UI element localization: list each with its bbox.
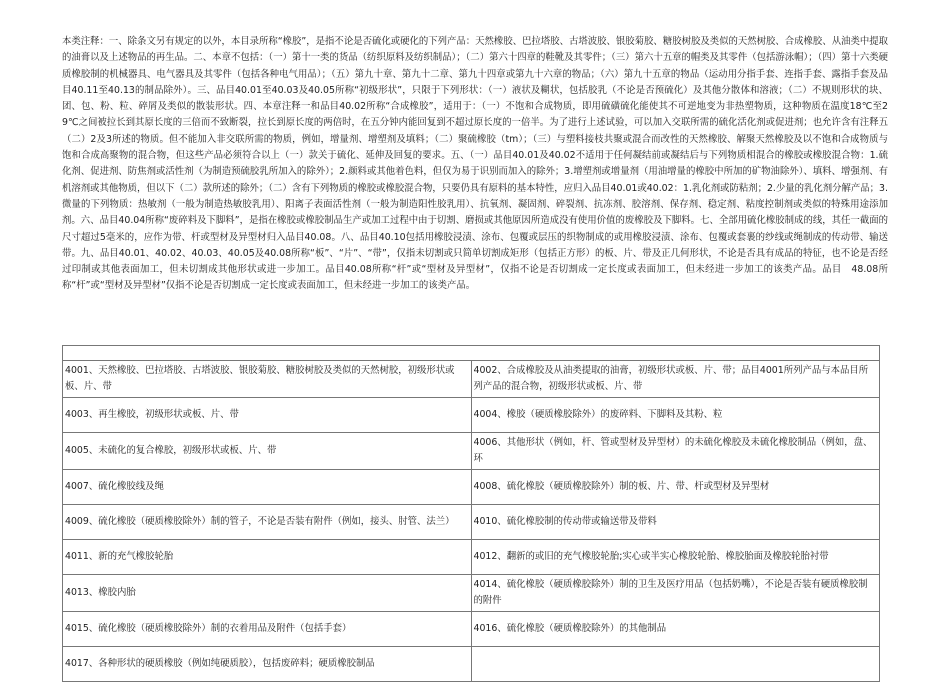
heading-cell: 4011、新的充气橡胶轮胎: [63, 540, 472, 575]
heading-cell: 4002、合成橡胶及从油类提取的油膏，初级形状或板、片、带；品目4001所列产品与本品目所列产品的混合物，初级形状或板、片、带: [471, 361, 880, 398]
heading-cell: [471, 647, 880, 682]
heading-cell: 4004、橡胶（硬质橡胶除外）的废碎料、下脚料及其粉、粒: [471, 398, 880, 433]
table-spacer-row: [63, 346, 880, 361]
heading-cell: 4012、翻新的或旧的充气橡胶轮胎;实心或半实心橡胶轮胎、橡胶胎面及橡胶轮胎衬带: [471, 540, 880, 575]
heading-cell: 4017、各种形状的硬质橡胶（例如纯硬质胶），包括废碎料；硬质橡胶制品: [63, 647, 472, 682]
heading-cell: 4003、再生橡胶，初级形状或板、片、带: [63, 398, 472, 433]
chapter-notes: 本类注释：一、除条文另有规定的以外，本目录所称“橡胶”，是指不论是否硫化或硬化的下列产品：天然橡胶、巴拉塔胶、古塔波胶、银胶菊胶、糖胶树胶及类似的天然树胶、合成橡胶、从油类中提取的油膏以及上述物品的再生品。二、本章不包括：（一）第十一类的货品（纺织原料及纺织制品）；（二）第六十四章的鞋靴及其零件；（三）第六十五章的帽类及其零件（包括游泳帽）；（四）第十六类硬质橡胶制的机械器具、电气器具及其零件（包括各种电气用品）；（五）第九十章、第九十二章、第九十四章或第九十六章的物品；（六）第九十五章的物品（运动用分指手套、连指手套、露指手套及品目40.11至40.13的制品除外）。三、品目40.01至40.03及40.05所称“初级形状”，只限于下列形状：（一）液状及糊状，包括胶乳（不论是否预硫化）及其他分散体和溶液；（二）不规则形状的块、团、包、粉、粒、碎屑及类似的散装形状。四、本章注释一和品目40.02所称“合成橡胶”，适用于：（一）不饱和合成物质，即用硫磺硫化能使其不可逆地变为非热塑物质，这种物质在温度18℃至29℃之间被拉长到其原长度的三倍而不致断裂，拉长到原长度的两倍时，在五分钟内能回复到不超过原长度的一倍半。为了进行上述试验，可以加入交联所需的硫化活化剂或促进剂；也允许含有注释五（二）2及3所述的物质。但不能加入非交联所需的物质，例如，增量剂、增塑剂及填料；（二）聚硫橡胶（tm）；（三）与塑料接枝共聚或混合而改性的天然橡胶、解聚天然橡胶及以不饱和合成物质与饱和合成高聚物的混合物，但这些产品必须符合以上（一）款关于硫化、延伸及回复的要求。五、（一）品目40.01及40.02不适用于任何凝结前或凝结后与下列物质相混合的橡胶或橡胶混合物：1.硫化剂、促进剂、防焦剂或活性剂（为制造预硫胶乳所加入的除外）；2.颜料或其他着色料，但仅为易于识别而加入的除外；3.增塑剂或增量剂（用油增量的橡胶中所加的矿物油除外）、填料、增强剂、有机溶剂或其他物质，但以下（二）款所述的除外；（二）含有下列物质的橡胶或橡胶混合物，只要仍具有原料的基本特性，应归入品目40.01或40.02：1.乳化剂或防粘剂；2.少量的乳化剂分解产品；3.微量的下列物质：热敏剂（一般为制造热敏胶乳用）、阳离子表面活性剂（一般为制造阳性胶乳用）、抗氧剂、凝固剂、碎裂剂、抗冻剂、胶溶剂、保存剂、稳定剂、粘度控制剂或类似的特殊用途添加剂。六、品目40.04所称“废碎料及下脚料”，是指在橡胶或橡胶制品生产或加工过程中由于切割、磨损或其他原因所造成没有使用价值的废橡胶及下脚料。七、全部用硫化橡胶制成的线，其任一截面的尺寸超过5毫米的，应作为带、杆或型材及异型材归入品目40.08。八、品目40.10包括用橡胶浸渍、涂布、包覆或层压的织物制成的或用橡胶浸渍、涂布、包覆或套裹的纱线或绳制成的传动带、输送带。九、品目40.01、40.02、40.03、40.05及40.08所称“板”、“片”、“带”，仅指未切割或只简单切割成矩形（包括正方形）的板、片、带及正几何形状，不论是否具有成品的特征，也不论是否经过印制或其他表面加工，但未切割成其他形状或进一步加工。品目40.08所称“杆”或“型材及异型材”，仅指不论是否切割成一定长度或表面加工，但未经进一步加工的该类产品。品目 48.08所称“杆”或“型材及异型材”仅指不论是否切割成一定长度或表面加工，但未经进一步加工的该类产品。: [62, 36, 888, 292]
table-row: [63, 647, 880, 682]
heading-cell: 4006、其他形状（例如，杆、管或型材及异型材）的未硫化橡胶及未硫化橡胶制品（例如，盘、环: [471, 433, 880, 470]
heading-cell: 4005、未硫化的复合橡胶，初级形状或板、片、带: [63, 433, 472, 470]
heading-cell: 4014、硫化橡胶（硬质橡胶除外）制的卫生及医疗用品（包括奶嘴），不论是否装有硬质橡胶制的附件: [471, 575, 880, 612]
table-row: [63, 470, 880, 505]
table-row: [63, 505, 880, 540]
heading-cell: 4016、硫化橡胶（硬质橡胶除外）的其他制品: [471, 612, 880, 647]
heading-cell: 4007、硫化橡胶线及绳: [63, 470, 472, 505]
heading-cell: 4008、硫化橡胶（硬质橡胶除外）制的板、片、带、杆或型材及异型材: [471, 470, 880, 505]
table-row: [63, 612, 880, 647]
heading-cell: 4001、天然橡胶、巴拉塔胶、古塔波胶、银胶菊胶、糖胶树胶及类似的天然树胶，初级形状或板、片、带: [63, 361, 472, 398]
heading-cell: 4009、硫化橡胶（硬质橡胶除外）制的管子，不论是否装有附件（例如，接头、肘管、法兰）: [63, 505, 472, 540]
heading-cell: 4010、硫化橡胶制的传动带或输送带及带料: [471, 505, 880, 540]
heading-cell: 4013、橡胶内胎: [63, 575, 472, 612]
heading-cell: 4015、硫化橡胶（硬质橡胶除外）制的衣着用品及附件（包括手套）: [63, 612, 472, 647]
table-row: [63, 433, 880, 470]
table-row: [63, 398, 880, 433]
table-row: [63, 540, 880, 575]
heading-table: [62, 345, 880, 682]
table-row: [63, 575, 880, 612]
table-row: [63, 361, 880, 398]
